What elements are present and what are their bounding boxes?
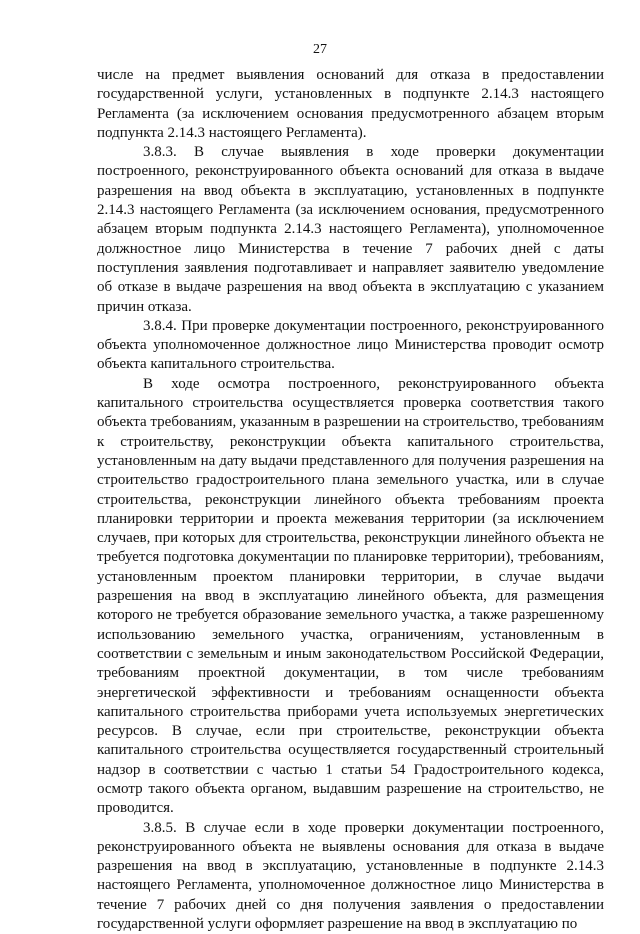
paragraph-3-8-4: 3.8.4. При проверке документации построенного, реконструированного объекта уполномоченное должностное лицо Министерства проводит осмотр объекта капитального строительства.: [97, 317, 604, 373]
paragraph-continuation: числе на предмет выявления оснований для отказа в предоставлении государственной услуги, установленных в подпункте 2.14.3 настоящего Регламента (за исключением основания предусмотренного абзацем вторым подпункта 2.14.3 настоящего Регламента).: [97, 67, 604, 141]
paragraph-inspection: В ходе осмотра построенного, реконструированного объекта капитального строительства осуществляется проверка соответствия такого объекта требованиям, указанным в разрешении на строительство, требованиям к строительству, реконструкции объекта капитального строительства, установленным на дату выдачи представленного для получения разрешения на строительство градостроительного плана земельного участка, или в случае строительства, реконструкции линейного объекта требованиям проекта планировки территории и проекта межевания территории (за исключением случаев, при которых для строительства, реконструкции линейного объекта не требуется подготовка документации по планировке территории), требованиям, установленным проектом планировки территории, в случае выдачи разрешения на ввод в эксплуатацию линейного объекта, для размещения которого не требуется образование земельного участка, а также разрешенному использованию земельного участка, ограничениям, установленным в соответствии с земельным и иным законодательством Российской Федерации, требованиям проектной документации, в том числе требованиям энергетической эффективности и требованиям оснащенности объекта капитального строительства приборами учета используемых энергетических ресурсов. В случае, если при строительстве, реконструкции объекта капитального строительства осуществляется государственный строительный надзор в соответствии с частью 1 статьи 54 Градостроительного кодекса, осмотр такого объекта органом, выдавшим разрешение на строительство, не проводится.: [97, 375, 604, 817]
paragraph-3-8-5: 3.8.5. В случае если в ходе проверки документации построенного, реконструированного объекта не выявлены основания для отказа в выдаче разрешения на ввод в эксплуатацию, установленные в подпункте 2.14.3 настоящего Регламента, уполномоченное должностное лицо Министерства в течение 7 рабочих дней со дня получения заявления о предоставлении государственной услуги оформляет разрешение на ввод в эксплуатацию по: [97, 819, 604, 933]
page-number: 27: [313, 42, 327, 57]
paragraph-3-8-3: 3.8.3. В случае выявления в ходе проверки документации построенного, реконструированного объекта оснований для отказа в выдаче разрешения на ввод объекта в эксплуатацию, установленных в подпункте 2.14.3 настоящего Регламента (за исключением основания, предусмотренного абзацем вторым подпункта 2.14.3 настоящего Регламента), уполномоченное должностное лицо Министерства в течение 7 рабочих дней с даты поступления заявления подготавливает и направляет заявителю уведомление об отказе в выдаче разрешения на ввод объекта в эксплуатацию с указанием причин отказа.: [97, 144, 604, 315]
document-body: [97, 66, 604, 934]
